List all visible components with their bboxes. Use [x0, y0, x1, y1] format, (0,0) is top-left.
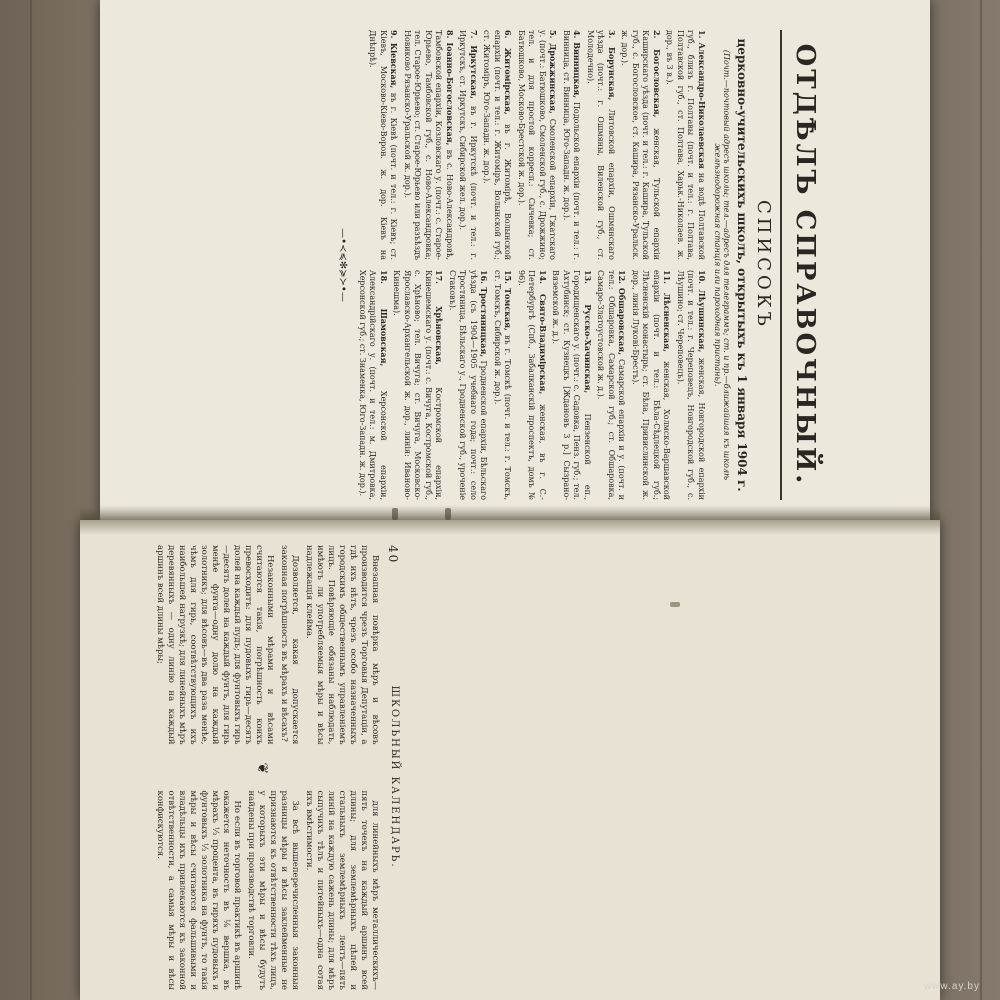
- column-ornament: ❦: [254, 762, 270, 775]
- entry-number: 15.: [503, 270, 514, 289]
- school-address: женская, Холмско-Варшавской епархіи (почт. и тел.: Бѣла-Сѣдлецкой губ.; Лѣсненскій монастырь; ст. Бѣла, Привислинской ж. дор., линія Лукові-Брестъ).: [631, 270, 672, 501]
- school-name: Свято-Владимірская,: [538, 293, 548, 405]
- school-address: Подольской епархіи (почт. и тел.: г. Винница, ст. Винница, Юго-Западн. ж. дор.).: [562, 30, 582, 260]
- school-name: Обшаровская,: [617, 287, 628, 359]
- school-address: въ с. Ново-Александровѣ, Тамбовской епархіи, Козловскаго у. (почт.: с. Старое-Юрьево, Тамбовской губ., с. Ново-Александровка; тел. Старое-Юрьево; ст. Старое-Юрьево или разъѣздъ Новиково Рязанско-Уральской ж. дор.).: [403, 30, 454, 260]
- entry-number: 3.: [607, 30, 617, 48]
- school-entry: [595, 270, 628, 500]
- school-entry: [457, 30, 479, 260]
- stitch: [670, 602, 680, 607]
- school-entry: [516, 270, 549, 500]
- entry-number: 7.: [469, 30, 479, 46]
- entry-number: 18.: [379, 270, 389, 309]
- school-name: Кіевская,: [389, 42, 400, 93]
- school-entry: [357, 270, 390, 500]
- school-name: Тростяницкая,: [479, 287, 490, 361]
- school-address: въ г. Кіевѣ (почт. и тел.: г. Кіевъ; ст. Кіевъ, Москово-Кіево-Ворон. ж. дор. Кіевъ на Днѣпрѣ).: [368, 30, 399, 261]
- paragraph: Дозволяется, какая допускается законная погрѣшность въ мѣрахъ и вѣсахъ?: [279, 545, 300, 745]
- entry-number: 10.: [697, 270, 707, 290]
- school-address: Смоленской епархіи, Гжатскаго у. (почт.: Батюшково, Смоленской губ., с. Дрожжино; тел. и для простой корресп.: Сычевка; ст. Батюшково, Москово-Брестской ж. дор.).: [517, 30, 558, 260]
- school-address: женская, Новгородской епархіи (почт. и тел.: г. Череповецъ, Новгородской губ., с. Лѣушино; ст. Череповецъ).: [676, 270, 706, 500]
- entry-number: 4.: [572, 30, 583, 43]
- school-address: Гродненской епархіи, Бѣльскаго уѣзда (съ 1904—1905 учебнаго года; почт.: село Тростяница, Бѣльскаго у., Гродненской губ., уроченіе Стаковъ).: [448, 270, 489, 501]
- school-entry: [391, 270, 445, 500]
- entry-number: 11.: [662, 270, 673, 293]
- school-address: на водѣ Полтавской губ., близъ г. Полтавы (почт. и тел.: г. Полтава, Полтавской губ., ст. Полтава, Харьк.-Николаев. ж. дор., въ 3 в.).: [665, 30, 706, 260]
- school-entry: [447, 270, 490, 500]
- school-name: Русско-Хачинская,: [583, 304, 593, 414]
- entry-number: 2.: [652, 30, 662, 50]
- school-name: Александро-Николаевская: [697, 42, 707, 173]
- text-column-1: [151, 545, 380, 745]
- entry-number: 9.: [389, 30, 400, 43]
- school-entry: [402, 30, 456, 260]
- measures-section: [151, 545, 400, 990]
- school-entry: [675, 270, 708, 500]
- paragraph: Но если въ торговой практикѣ въ аршинѣ окажется неточность въ ⅛ вершка, въ мѣрахъ ⅓ процента, въ гиряхъ пудовыхъ и фунтовыхъ ⅓ золотника на фунтъ, то такія мѣры и вѣсы считаются фальшивыми и владѣльцы ихъ привлекаются къ законной отвѣтственности, а самыя мѣры и вѣсы конфискуются.: [155, 790, 242, 990]
- list-subheading: церковно-учительскихъ школъ, открытыхъ къ 1 января 1904 г.: [735, 38, 749, 492]
- school-name: Иркутская,: [469, 45, 479, 106]
- entry-number: 12.: [617, 270, 628, 288]
- school-entry: [630, 270, 673, 500]
- school-entry: [492, 270, 514, 500]
- school-name: Іоанно-Богословская,: [445, 42, 455, 150]
- entry-number: 8.: [445, 30, 455, 43]
- school-entry: [550, 270, 593, 500]
- paragraph: Внезапная повѣрка мѣръ и вѣсовъ производится чрезъ Торговыя Депутаціи, а гдѣ ихъ нѣтъ, чрезъ особо назначенныхъ городскимъ общественнымъ управленіемъ лицъ. Повѣряющіе обязаны наблюдать, имѣютъ ли употребляемыя мѣры и вѣсы надлежащія клейма.: [304, 545, 380, 745]
- school-address: Самарской епархіи и у. (почт. и тел.: Обшаровка, Самарской губ.; ст. Обшаровка, Самаро-Златоустовской ж. д.).: [596, 270, 627, 501]
- paragraph: для линейныхъ мѣръ металлическихъ—пять точекъ на каждый аршинъ всей длины; для землемѣрныхъ цѣпей и стальныхъ землемѣрныхъ лентъ—пять линій на каждую сажень длины; для мѣръ сыпучихъ тѣлъ и питейныхъ—одна сотая ихъ вмѣстимости.: [304, 790, 380, 990]
- school-address: Литовской епархіи, Ошмянскаго уѣзда (почт.: г. Ошмяны, Виленской губ., ст. Молодечно).: [586, 30, 616, 260]
- school-entry: [585, 30, 618, 260]
- entry-number: 5.: [548, 30, 559, 44]
- text-column-2: [151, 791, 380, 991]
- title-rule: [780, 30, 782, 500]
- school-name: Шамовская,: [379, 308, 389, 391]
- school-name: Дрожжинская,: [548, 43, 559, 119]
- book-spine: [80, 505, 940, 535]
- paragraph: Незаконными мѣрами и вѣсами считаются такія, погрѣшность коихъ превосходитъ: для пудовыхъ гирь—десять долей на каждый пудъ; для фунтовыхъ гирь—десять долей на каждый фунтъ, для гирь менѣе фунта—одну долю на каждый золотникъ; для вѣсовъ—въ два раза менѣе, чѣмъ для гирь, соотвѣтствующихъ ихъ наибольшей нагрузкѣ; для линейныхъ мѣръ деревянныхъ — одну линію на каждый аршинъ всей длины мѣры;: [155, 545, 275, 745]
- school-name: Хрѣновская,: [434, 306, 445, 388]
- school-entry: [516, 30, 559, 260]
- page-number: 40: [386, 545, 400, 565]
- abbreviation-legend: (Почт.—почтовый адресъ школы; тел.—адресъ для телеграммъ; ст. и пр.—ближайшая къ школѣ желѣзнодорожная станція или пароходная пристань).: [713, 49, 731, 481]
- ornament-divider: —•≺≼✻≽≻•—: [337, 228, 349, 302]
- school-name: Житомірская,: [503, 47, 514, 125]
- entry-number: 17.: [434, 270, 445, 307]
- school-entry: [664, 30, 707, 260]
- section-title: ОТДѢЛЪ СПРАВОЧНЫЙ.: [790, 43, 820, 487]
- school-name: Богословская,: [652, 49, 662, 129]
- school-address: Костромской епархіи, Кинешемскаго у. (почт.: с. Вичуга, Костромской губ., с. Хрѣново; тел. Вичуга; ст. Вичуга, Московско-Ярославско-Архангельской ж. дор., линія: Иваново-Кинешма).: [392, 270, 444, 500]
- entry-number: 16.: [479, 270, 490, 288]
- paragraph: За всѣ вышеперечисленныя законныя разницы мѣры и вѣсы заклейменные не признаются къ отвѣтственности тѣхъ лицъ, у которыхъ эти мѣры и вѣсы будутъ найдены при производствѣ торговли.: [246, 790, 300, 990]
- entry-number: 14.: [538, 270, 548, 294]
- school-name: Борунская,: [607, 47, 617, 109]
- school-list-column-1: [355, 30, 708, 260]
- list-heading: СПИСОКЪ: [753, 200, 774, 330]
- school-entry: [481, 30, 514, 260]
- school-address: въ г. Житомірѣ, Волынской епархіи (почт. и тел.: г. Житоміръ, Волынской губ.; ст. Житоміръ, Юго-Западн. ж. дор.).: [482, 30, 513, 261]
- school-address: въ г. Томскѣ (почт. и тел.: г. Томскъ, ст. Томскъ, Сибирской ж. дор.).: [493, 270, 513, 500]
- school-name: Томская,: [503, 288, 514, 336]
- school-entry: [561, 30, 583, 260]
- school-name: Лѣушинская,: [697, 289, 707, 358]
- school-address: Пензенской еп., Городищенскаго у. (почт.: с. Садовка, Пенз. губ.; тел. Ахтубинск; ст. Кузнецкъ [Ждановъ 3 р.] Сызрано-Вяземской ж. д.).: [551, 270, 592, 500]
- watermark: www.ay.by: [923, 981, 980, 992]
- school-address: женская, Тульской епархіи Каширскаго уѣзда (почт. и тел.: г. Кашира, Тульской губ., с. Богословское, ст. Кашира, Рязанско-Уральск. ж. дор.).: [620, 30, 661, 260]
- entry-number: 13.: [583, 270, 593, 305]
- school-entry: [367, 30, 400, 260]
- school-entry: [619, 30, 662, 260]
- school-name: Винницкая,: [572, 42, 583, 102]
- running-title: ШКОЛЬНЫЙ КАЛЕНДАРЬ.: [389, 685, 400, 869]
- school-list-column-2: [355, 270, 708, 500]
- entry-number: 1.: [697, 30, 707, 43]
- running-header: [386, 545, 400, 990]
- school-name: Лѣсненская,: [662, 293, 673, 361]
- school-address: Херсонской епархіи, Александрійскаго у. (почт. и тел.: м. Дмитровка, Херсонской губ.; ст. Знаменка, Юго-Западн. ж. дор.).: [358, 270, 388, 501]
- school-address: въ г. Иркутскѣ (почт. и тел.: г. Иркутскъ, ст. Иркутскъ, Сибирской жел. дор.).: [458, 30, 478, 261]
- entry-number: 6.: [503, 30, 514, 48]
- school-address: женская, въ г. С.-Петербургѣ (Спб., Забалканскій проспектъ, домъ № 96).: [517, 270, 547, 500]
- reference-section: [338, 30, 821, 500]
